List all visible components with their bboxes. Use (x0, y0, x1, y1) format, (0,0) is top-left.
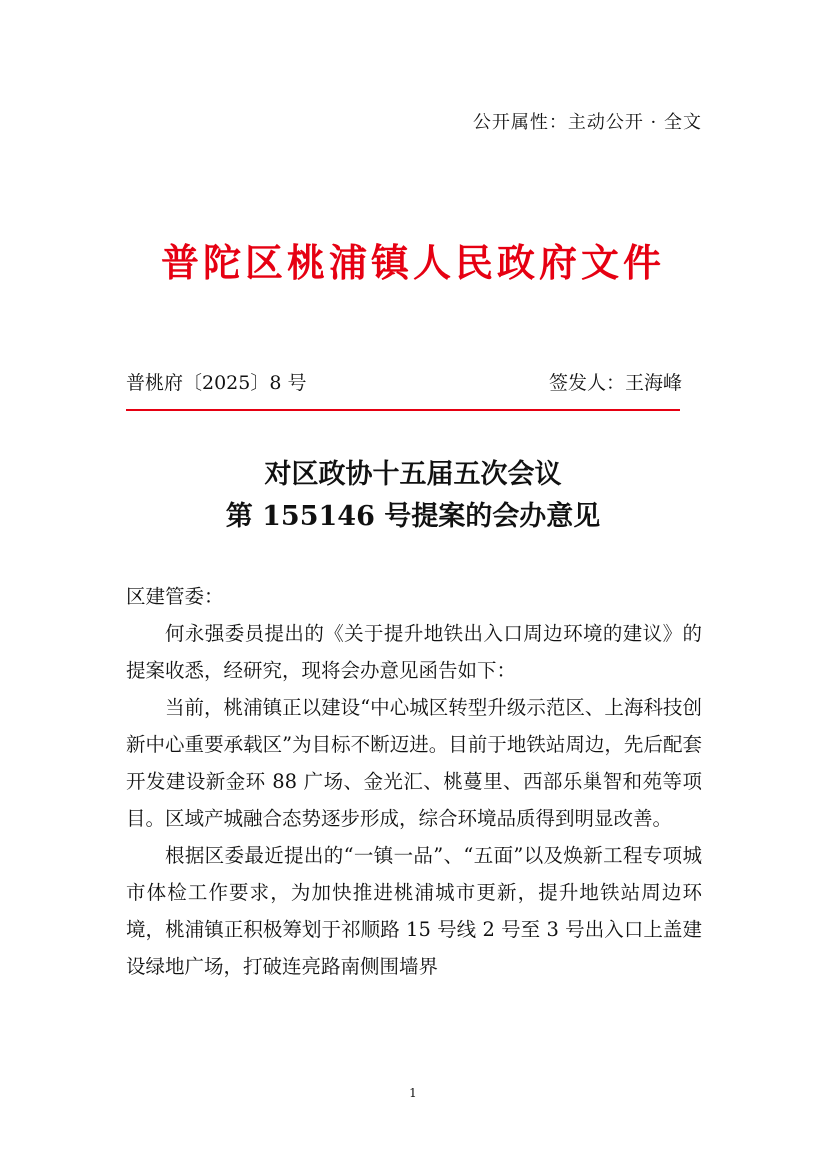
body-paragraph-3: 根据区委最近提出的“一镇一品”、“五面”以及焕新工程专项城市体检工作要求，为加快推进桃浦城市更新，提升地铁站周边环境，桃浦镇正积极筹划于祁顺路 15 号线 2 号至 3 号出入口上盖建设绿地广场，打破连亮路南侧围墙界 (126, 844, 702, 978)
signer: 签发人：王海峰 (548, 372, 682, 394)
document-body (126, 578, 702, 985)
document-title (0, 454, 826, 538)
document-title-line-2: 第 155146 号提案的会办意见 (225, 501, 601, 532)
page-number: 1 (409, 1086, 417, 1100)
body-paragraph-1: 何永强委员提出的《关于提升地铁出入口周边环境的建议》的提案收悉，经研究，现将会办意见函告如下： (126, 622, 702, 682)
document-number: 普桃府〔2025〕8 号 (126, 372, 307, 394)
salutation: 区建管委： (126, 585, 224, 608)
disclosure-attribute: 公开属性：主动公开 · 全文 (472, 112, 702, 133)
document-title-line-1: 对区政协十五届五次会议 (264, 459, 562, 490)
body-paragraph-2: 当前，桃浦镇正以建设“中心城区转型升级示范区、上海科技创新中心重要承载区”为目标不断迈进。目前于地铁站周边，先后配套开发建设新金环 88 广场、金光汇、桃蔓里、西部乐巢智和苑等项目。区域产城融合态势逐步形成，综合环境品质得到明显改善。 (126, 696, 702, 830)
issuing-authority-header: 普陀区桃浦镇人民政府文件 (160, 240, 665, 285)
red-divider-line (126, 409, 680, 411)
